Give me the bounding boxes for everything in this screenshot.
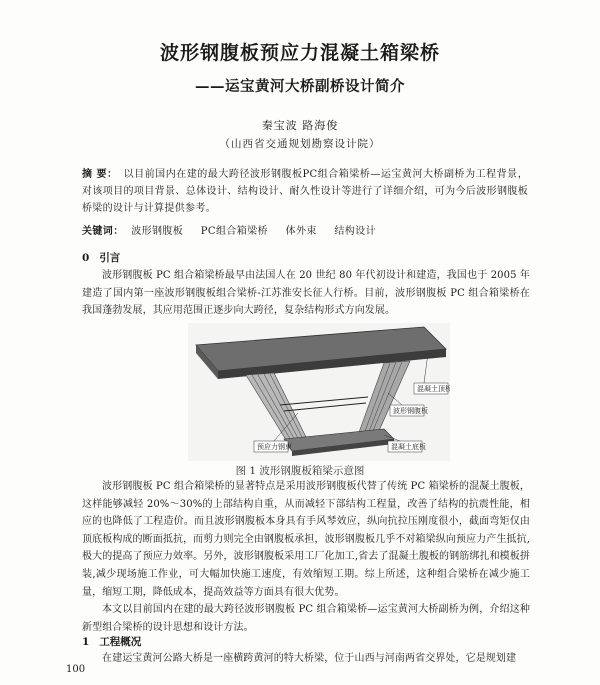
affiliation: （山西省交通规划勘察设计院） — [219, 138, 381, 150]
paragraph-advantages: 波形钢腹板 PC 组合箱梁桥的显著特点是采用波形钢腹板代替了传统 PC 箱梁桥的混凝土腹板，这样能够减轻 20%～30%的上部结构自重，从而减轻下部结构工程量，改善了结构的抗震性能，相应的也降低了工程造价。而且波形钢腹板本身具有手风琴效应，纵向抗拉压刚度很小，截面弯矩仅由顶底板构成的断面抵抗，而剪力则完全由钢腹板承担，波形钢腹板几乎不对箱梁纵向预应力产生抵抗,极大的提高了预应力效率。另外，波形钢腹板采用工厂化加工,省去了混凝土腹板的钢筋绑扎和模板拼装,减少现场施工作业，可大幅加快施工速度，有效缩短工期。综上所述，这种组合梁桥在减少施工量，缩短工期，降低成本，提高效益等方面具有很大优势。 — [82, 481, 530, 598]
keyword: 体外束 — [285, 226, 317, 237]
right-web-shape — [358, 361, 410, 435]
label-bottom-slab — [384, 435, 426, 452]
keyword: 结构设计 — [334, 226, 376, 237]
keyword: PC组合箱梁桥 — [200, 226, 268, 237]
section-title: 工程概况 — [99, 636, 142, 648]
keywords-label: 关键词： — [82, 226, 124, 237]
paper-title: 波形钢腹板预应力混凝土箱梁桥 — [159, 42, 440, 64]
paper-subtitle: ——运宝黄河大桥副桥设计简介 — [195, 78, 405, 95]
authors: 秦宝波 路海俊 — [261, 119, 339, 132]
paragraph-intro: 波形钢腹板 PC 组合箱梁桥最早由法国人在 20 世纪 80 年代初设计和建造，我国也于 2005 年建造了国内第一座波形钢腹板组合梁桥-江苏淮安长征人行桥。目前，波形钢腹板 PC 组合箱梁桥在我国蓬勃发展，其应用范围正逐步向大跨径，复杂结构形式方向发展。 — [82, 270, 530, 317]
section-number: 1 — [82, 636, 90, 648]
abstract-label: 摘 要： — [82, 169, 118, 180]
abstract-text: 以目前国内在建的最大跨径波形钢腹板PC组合箱梁桥—运宝黄河大桥副桥为工程背景，对该项目的项目背景、总体设计、结构设计、耐久性设计等进行了详细介绍，可为今后波形钢腹板桥梁的设计与计算提供参考。 — [82, 169, 528, 214]
svg-text:预应力钢束: 预应力钢束 — [257, 443, 292, 451]
tendon-lines — [280, 397, 368, 411]
paragraph-overview: 在建运宝黄河公路大桥是一座横跨黄河的特大桥梁，位于山西与河南两省交界处，它是规划建 — [102, 653, 517, 664]
paragraph-scope: 本文以目前国内在建的最大跨径波形钢腹板 PC 组合箱梁桥—运宝黄河大桥副桥为例，介绍这种新型组合梁桥的设计思想和设计方法。 — [82, 604, 530, 633]
section-title: 引言 — [99, 252, 121, 264]
figure-caption: 图 1 波形钢腹板箱梁示意图 — [235, 465, 365, 477]
svg-text:波形钢腹板: 波形钢腹板 — [393, 407, 428, 415]
box-girder-diagram — [188, 323, 450, 461]
section-heading-intro — [82, 250, 120, 265]
keywords — [82, 222, 528, 237]
keyword: 波形钢腹板 — [131, 226, 184, 237]
abstract — [82, 166, 528, 217]
box-girder-figure — [188, 323, 450, 461]
section-number: 0 — [82, 252, 90, 264]
page-number: 100 — [66, 664, 86, 675]
svg-text:混凝土底板: 混凝土底板 — [391, 443, 426, 451]
svg-text:混凝土顶板: 混凝土顶板 — [417, 385, 450, 393]
section-heading-overview — [82, 634, 141, 649]
